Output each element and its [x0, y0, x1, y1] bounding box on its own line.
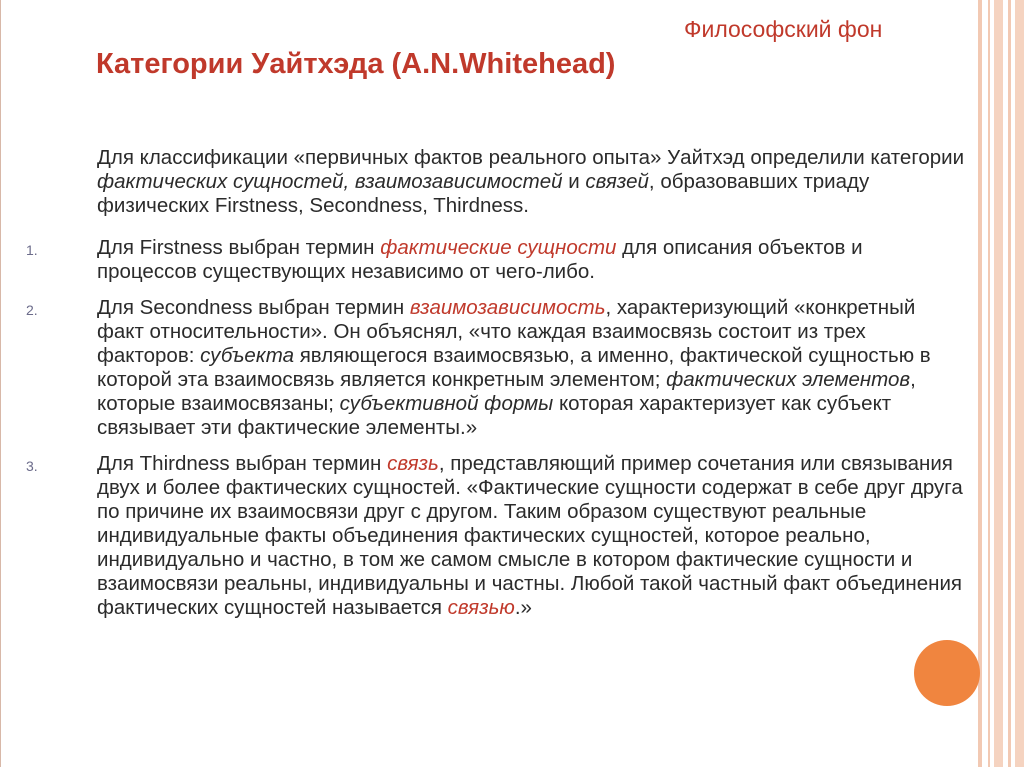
highlighted-term: связь: [387, 452, 439, 475]
text-run: , характеризующий «конкретный факт относительности». Он объяснял, «что каждая взаимосвязь состоит из трех факторов:: [97, 296, 916, 367]
stripe: [1015, 0, 1024, 767]
text-run: Для Thirdness выбран термин: [97, 452, 388, 475]
stripe: [1008, 0, 1011, 767]
list-item: [26, 296, 967, 440]
list-number: 2.: [26, 302, 38, 318]
stripe: [978, 0, 982, 767]
text-run: , представляющий пример сочетания или связывания двух и более фактических сущностей. «Фактические сущности содержат в себе друг друга по причине их взаимосвязи друг с другом. Таким образом существуют реальные индивидуальные факты объединения фактических сущностей, которое реально, индивидуально и частно, в том же самом смысле в котором фактические сущности и взаимосвязи реальны, индивидуальны и частны. Любой такой частный факт объединения фактических сущностей называется: [97, 452, 963, 619]
stripe: [988, 0, 990, 767]
list-item: [26, 236, 967, 284]
highlighted-term: взаимозависимость: [409, 296, 606, 319]
text-run: и: [562, 170, 586, 193]
italic-term: связей: [585, 170, 649, 193]
slide-content: [26, 146, 967, 632]
section-label: Философский фон: [684, 16, 883, 42]
text-run: для описания объектов и процессов существующих независимо от чего-либо.: [97, 236, 863, 283]
text-run: .»: [514, 596, 532, 619]
text-run: , образовавших триаду физических Firstness, Secondness, Thirdness.: [97, 170, 870, 217]
text-run: Для классификации «первичных фактов реального опыта» Уайтхэд определили категории: [97, 146, 965, 169]
intro-paragraph: [97, 146, 967, 218]
text-run: Для Secondness выбран термин: [97, 296, 410, 319]
decorative-stripes: [978, 0, 1024, 767]
decorative-circle: [914, 640, 980, 706]
highlighted-term: связью: [447, 596, 515, 619]
italic-term: фактических сущностей, взаимозависимостей: [97, 170, 563, 193]
text-run: Для Firstness выбран термин: [97, 236, 381, 259]
list-item: [26, 452, 967, 620]
italic-term: субъективной формы: [339, 392, 554, 415]
italic-term: фактических элементов: [666, 368, 911, 391]
text-run: которая характеризует как субъект связывает эти фактические элементы.»: [97, 392, 892, 439]
text-run: , которые взаимосвязаны;: [97, 368, 916, 415]
slide-title: Категории Уайтхэда (A.N.Whitehead): [96, 48, 616, 80]
text-run: являющегося взаимосвязью, а именно, фактической сущностью в которой эта взаимосвязь является конкретным элементом;: [97, 344, 931, 391]
highlighted-term: фактические сущности: [380, 236, 617, 259]
list-number: 1.: [26, 242, 38, 258]
stripe: [994, 0, 1003, 767]
italic-term: субъекта: [200, 344, 294, 367]
list-number: 3.: [26, 458, 38, 474]
